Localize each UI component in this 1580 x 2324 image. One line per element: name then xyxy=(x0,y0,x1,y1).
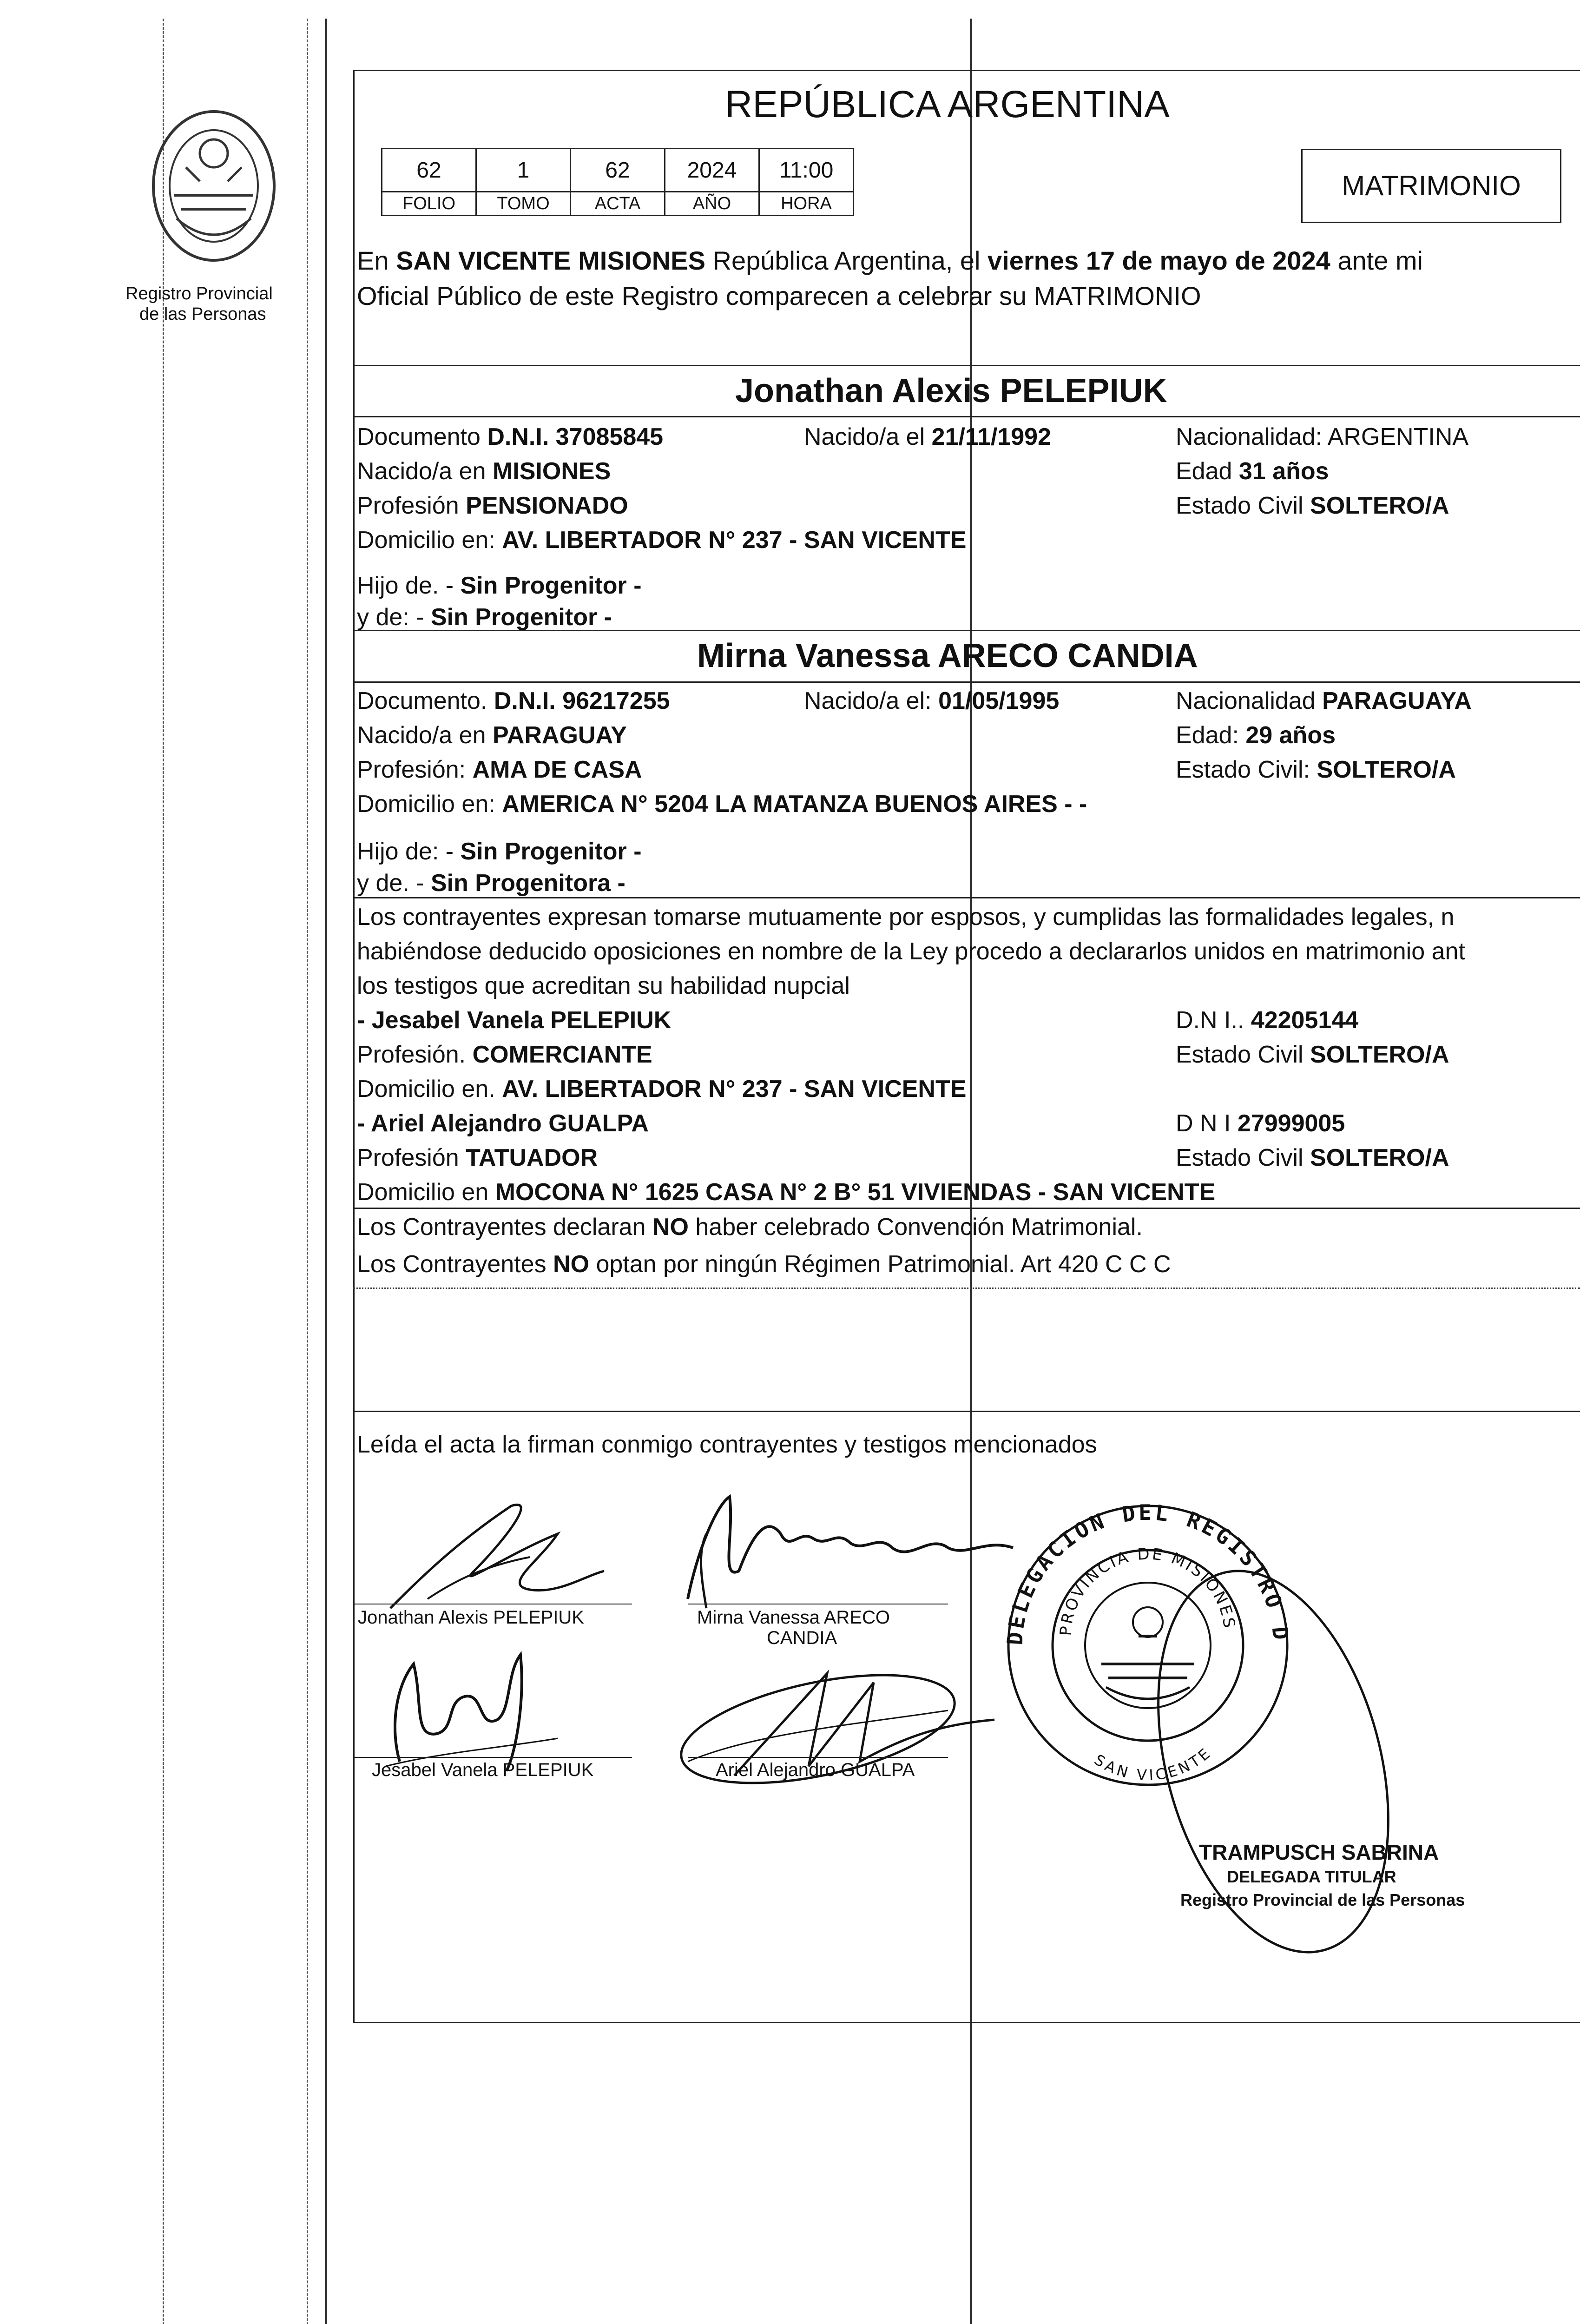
officer-role: DELEGADA TITULAR xyxy=(1227,1867,1396,1886)
fold-line xyxy=(970,19,972,2324)
regime-text: optan por ningún Régimen Patrimonial. Art 420 C C C xyxy=(589,1251,1171,1278)
officer-org: Registro Provincial de las Personas xyxy=(1180,1890,1465,1909)
closing-statement-text: Leída el acta la firman conmigo contrayentes y testigos mencionados xyxy=(357,1431,1097,1458)
bride-nationality-label: Nacionalidad xyxy=(1176,687,1316,714)
witness-1-address xyxy=(357,1076,966,1103)
groom-address-value: AV. LIBERTADOR N° 237 - SAN VICENTE xyxy=(502,527,967,554)
regime-line-2 xyxy=(357,1251,1171,1278)
groom-doc xyxy=(357,424,663,450)
intro-text: En xyxy=(357,246,396,275)
bride-age xyxy=(1176,722,1336,749)
regime-text: Los Contrayentes declaran xyxy=(357,1214,652,1241)
declaration-line-3: los testigos que acreditan su habilidad nupcial xyxy=(357,972,850,999)
registry-name: Registro Provincial xyxy=(125,284,273,304)
bride-name: Mirna Vanessa ARECO CANDIA xyxy=(697,637,1198,674)
groom-age xyxy=(1176,458,1329,485)
bride-civil-status xyxy=(1176,757,1456,783)
witness-2-profession-label: Profesión xyxy=(357,1144,459,1171)
tomo-value: 1 xyxy=(476,149,571,192)
section-divider xyxy=(353,1411,1580,1412)
groom-civil-value: SOLTERO/A xyxy=(1310,492,1449,519)
witness-1-address-label: Domicilio en. xyxy=(357,1076,495,1103)
form-top-border xyxy=(353,70,1580,71)
witness-1-profession xyxy=(357,1042,652,1068)
groom-mother xyxy=(357,604,612,631)
witness-2-doc-value: 27999005 xyxy=(1237,1110,1345,1137)
witness-1-name: - Jesabel Vanela PELEPIUK xyxy=(357,1007,672,1034)
witness-1-doc xyxy=(1176,1007,1358,1034)
bride-nationality xyxy=(1176,688,1472,714)
witness-2-doc-label: D N I xyxy=(1176,1110,1231,1137)
witness-2-signature-label: Ariel Alejandro GUALPA xyxy=(716,1760,915,1780)
bride-doc-value: D.N.I. 96217255 xyxy=(494,687,670,714)
year-label: AÑO xyxy=(665,192,759,216)
bride-civil-label: Estado Civil: xyxy=(1176,756,1310,783)
bride-age-value: 29 años xyxy=(1245,722,1336,749)
regime-text: Los Contrayentes xyxy=(357,1251,553,1278)
regime-no: NO xyxy=(553,1251,590,1278)
declaration-line-1: Los contrayentes expresan tomarse mutuamente por esposos, y cumplidas las formalidades legales, n xyxy=(357,904,1455,931)
bride-mother-value: Sin Progenitora - xyxy=(430,870,625,897)
groom-nationality xyxy=(1176,424,1468,450)
groom-signature xyxy=(362,1487,623,1618)
witness-2-address-value: MOCONA N° 1625 CASA N° 2 B° 51 VIVIENDAS - SAN VICENTE xyxy=(495,1179,1216,1206)
witness-1-profession-value: COMERCIANTE xyxy=(472,1041,652,1068)
section-divider xyxy=(353,365,1580,366)
margin-line xyxy=(163,19,164,2324)
groom-birthplace-value: MISIONES xyxy=(492,458,611,485)
doc-type-label: MATRIMONIO xyxy=(1342,170,1521,201)
bride-profession-label: Profesión: xyxy=(357,756,466,783)
groom-signature-label: Jonathan Alexis PELEPIUK xyxy=(358,1607,584,1628)
witness-2-profession xyxy=(357,1145,598,1171)
bride-signature-label-1: Mirna Vanessa ARECO xyxy=(697,1607,890,1628)
stamp-outer-text: DELEGACION DEL REGISTRO D xyxy=(1002,1499,1294,1646)
folio-label: FOLIO xyxy=(382,192,476,216)
witness-2-profession-value: TATUADOR xyxy=(466,1144,598,1171)
groom-birthplace xyxy=(357,458,611,485)
groom-father-value: Sin Progenitor - xyxy=(460,572,642,599)
regime-no: NO xyxy=(652,1214,689,1241)
groom-profession xyxy=(357,493,628,519)
registry-name: de las Personas xyxy=(139,304,266,324)
intro-line-2: Oficial Público de este Registro comparecen a celebrar su MATRIMONIO xyxy=(357,281,1201,310)
stamp-inner-text: PROVINCIA DE MISIONES xyxy=(1056,1545,1239,1637)
stamp-bottom-text: SAN VICENTE xyxy=(1091,1743,1216,1784)
intro-text: ante mi xyxy=(1330,246,1423,275)
bride-doc-label: Documento. xyxy=(357,687,487,714)
section-divider xyxy=(353,681,1580,683)
witness-1-civil-value: SOLTERO/A xyxy=(1310,1041,1449,1068)
groom-doc-label: Documento xyxy=(357,423,481,450)
witness-1-profession-label: Profesión. xyxy=(357,1041,466,1068)
witness-1-signature-label: Jesabel Vanela PELEPIUK xyxy=(372,1760,594,1780)
groom-father xyxy=(357,573,642,599)
witness-1-doc-label: D.N I.. xyxy=(1176,1007,1244,1034)
intro-date: viernes 17 de mayo de 2024 xyxy=(988,246,1330,275)
groom-name: Jonathan Alexis PELEPIUK xyxy=(735,372,1167,409)
hour-label: HORA xyxy=(759,192,854,216)
witness-2-civil-label: Estado Civil xyxy=(1176,1144,1304,1171)
year-value: 2024 xyxy=(665,149,759,192)
groom-birthdate xyxy=(804,424,1051,450)
bride-birthplace-label: Nacido/a en xyxy=(357,722,486,749)
intro-text: República Argentina, el xyxy=(705,246,988,275)
groom-father-label: Hijo de. - xyxy=(357,572,454,599)
bride-signature-label-2: CANDIA xyxy=(767,1628,837,1648)
intro-place: SAN VICENTE MISIONES xyxy=(396,246,705,275)
hour-value: 11:00 xyxy=(759,149,854,192)
bride-profession-value: AMA DE CASA xyxy=(472,756,642,783)
section-divider xyxy=(353,630,1580,631)
groom-mother-value: Sin Progenitor - xyxy=(430,604,612,631)
section-divider xyxy=(353,1208,1580,1209)
tomo-label: TOMO xyxy=(476,192,571,216)
groom-born-value: 21/11/1992 xyxy=(931,423,1051,450)
bride-mother-label: y de. - xyxy=(357,870,424,897)
groom-born-label: Nacido/a el xyxy=(804,423,925,450)
groom-address-label: Domicilio en: xyxy=(357,527,495,554)
bride-doc xyxy=(357,688,670,714)
bride-birthplace-value: PARAGUAY xyxy=(492,722,627,749)
groom-doc-value: D.N.I. 37085845 xyxy=(487,423,664,450)
intro-line-1 xyxy=(357,246,1423,275)
bride-born-label: Nacido/a el: xyxy=(804,687,932,714)
margin-line xyxy=(325,19,327,2324)
groom-birthplace-label: Nacido/a en xyxy=(357,458,486,485)
doc-type-box xyxy=(1301,149,1561,223)
bride-civil-value: SOLTERO/A xyxy=(1317,756,1456,783)
form-left-border xyxy=(353,70,355,2022)
bride-address-value: AMERICA N° 5204 LA MATANZA BUENOS AIRES - - xyxy=(502,791,1087,818)
bride-age-label: Edad: xyxy=(1176,722,1239,749)
officer-name: TRAMPUSCH SABRINA xyxy=(1199,1840,1439,1864)
country-title: REPÚBLICA ARGENTINA xyxy=(725,83,1170,125)
bride-father-value: Sin Progenitor - xyxy=(460,838,642,865)
groom-age-label: Edad xyxy=(1176,458,1232,485)
witness-2-address-label: Domicilio en xyxy=(357,1179,489,1206)
witness-1-civil xyxy=(1176,1042,1449,1068)
witness-2-civil xyxy=(1176,1145,1449,1171)
acta-label: ACTA xyxy=(571,192,665,216)
bride-birthplace xyxy=(357,722,627,749)
witness-1-civil-label: Estado Civil xyxy=(1176,1041,1304,1068)
witness-2-civil-value: SOLTERO/A xyxy=(1310,1144,1449,1171)
witness-1-doc-value: 42205144 xyxy=(1251,1007,1359,1034)
groom-address xyxy=(357,527,966,554)
bride-profession xyxy=(357,757,642,783)
section-divider xyxy=(353,1287,1580,1289)
witness-2-address xyxy=(357,1179,1215,1206)
groom-civil-label: Estado Civil xyxy=(1176,492,1304,519)
bride-nationality-value: PARAGUAYA xyxy=(1322,687,1472,714)
bride-born-value: 01/05/1995 xyxy=(938,687,1060,714)
province-crest xyxy=(139,102,288,270)
registry-info-table xyxy=(381,148,854,216)
form-bottom-border xyxy=(353,2022,1580,2023)
groom-profession-value: PENSIONADO xyxy=(466,492,628,519)
signature-line xyxy=(688,1757,948,1758)
section-divider xyxy=(353,897,1580,898)
margin-line xyxy=(307,19,308,2324)
witness-2-name: - Ariel Alejandro GUALPA xyxy=(357,1110,649,1137)
bride-father-label: Hijo de: - xyxy=(357,838,454,865)
bride-address xyxy=(357,791,1087,818)
groom-profession-label: Profesión xyxy=(357,492,459,519)
bride-address-label: Domicilio en: xyxy=(357,791,495,818)
groom-age-value: 31 años xyxy=(1238,458,1329,485)
section-divider xyxy=(353,416,1580,417)
regime-line-1 xyxy=(357,1214,1143,1241)
regime-text: haber celebrado Convención Matrimonial. xyxy=(688,1214,1143,1241)
groom-nationality-value: ARGENTINA xyxy=(1327,423,1469,450)
groom-nationality-label: Nacionalidad: xyxy=(1176,423,1323,450)
bride-mother xyxy=(357,870,625,897)
groom-mother-label: y de: - xyxy=(357,604,424,631)
bride-signature xyxy=(660,1478,1041,1627)
signature-line xyxy=(353,1757,632,1758)
declaration-line-2: habiéndose deducido oposiciones en nombre de la Ley procedo a declararlos unidos en matrimonio ant xyxy=(357,938,1465,965)
bride-father xyxy=(357,838,642,865)
bride-birthdate xyxy=(804,688,1059,714)
acta-value: 62 xyxy=(571,149,665,192)
witness-1-address-value: AV. LIBERTADOR N° 237 - SAN VICENTE xyxy=(502,1076,967,1103)
groom-civil-status xyxy=(1176,493,1449,519)
witness-2-doc xyxy=(1176,1110,1345,1137)
folio-value: 62 xyxy=(382,149,476,192)
